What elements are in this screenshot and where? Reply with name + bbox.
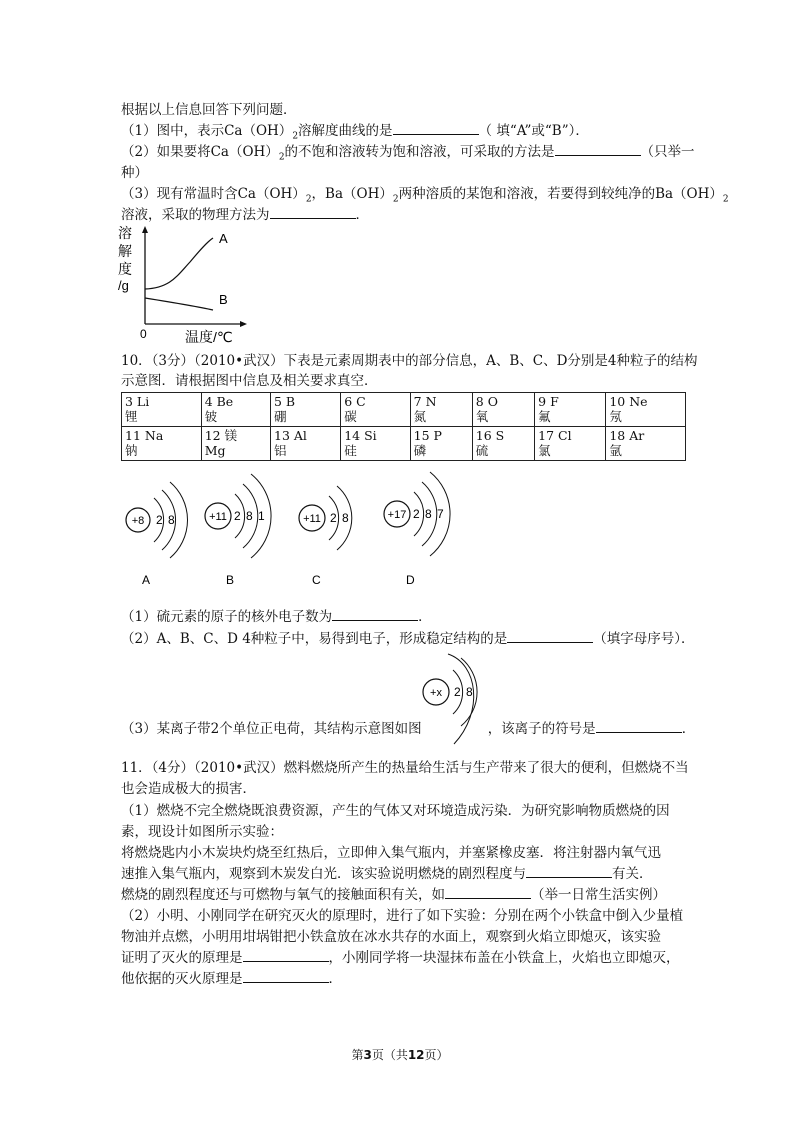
diagram-label: A [142, 573, 151, 587]
answer-blank[interactable] [526, 865, 612, 878]
q11-line: 速推入集气瓶内，观察到木炭发白光．该实验说明燃烧的剧烈程度与 有关． [121, 866, 653, 882]
solubility-graph [115, 224, 255, 344]
table-row [122, 427, 686, 461]
q11-line: （1）燃烧不完全燃烧既浪费资源，产生的气体又对环境造成污染．为研究影响物质燃烧的因 [121, 803, 670, 819]
element-cell: 7 N 氮 [410, 393, 472, 427]
curve-a-label: A [219, 231, 228, 246]
q11-line: 证明了灭火的原理是 ，小刚同学将一块湿抹布盖在小铁盒上，火焰也立即熄灭， [121, 950, 680, 966]
curve-a [145, 238, 213, 289]
q9-part1: （1）图中，表示$Ca(OH)_2$溶解度曲线的是 （ 填“A”或“B”）． [121, 123, 589, 142]
curve-b [145, 298, 213, 310]
q10-header-cont: 示意图．请根据图中信息及相关要求真空． [121, 373, 378, 389]
atomic-diagrams [110, 460, 480, 590]
nucleus-charge: +11 [209, 511, 227, 523]
q10-part3: （3）某离子带2个单位正电荷，其结构示意图如图 ，该离子的符号是 ． [121, 721, 696, 737]
element-cell: 16 S 硫 [472, 427, 534, 461]
q11-line: 燃烧的剧烈程度还与可燃物与氧气的接触面积有关，如 （举一日常生活实例） [121, 887, 666, 903]
q11-line: （2）小明、小刚同学在研究灭火的原理时，进行了如下实验：分别在两个小铁盒中倒入少量植 [121, 908, 684, 924]
periodic-table [121, 392, 686, 461]
q9-part2-cont: 种） [121, 165, 148, 181]
element-cell: 17 Cl 氯 [535, 427, 606, 461]
page-number: 3 [363, 1048, 372, 1062]
element-cell: 10 Ne 氖 [606, 393, 686, 427]
table-row [122, 393, 686, 427]
q10-part1: （1）硫元素的原子的核外电子数为 ． [121, 609, 432, 625]
nucleus-charge: +x [430, 687, 442, 699]
diagram-b [205, 474, 271, 587]
shell-electrons: 2 8 [454, 685, 474, 699]
element-cell: 15 P 磷 [410, 427, 472, 461]
origin-label: 0 [140, 327, 147, 341]
q11-line: 11．（4分）（2010•武汉）燃料燃烧所产生的热量给生活与生产带来了很大的便利，但燃烧不当 [121, 760, 689, 776]
element-cell: 3 Li 锂 [122, 393, 202, 427]
diagram-label: D [406, 573, 415, 587]
shell-electrons: 2 8 [156, 513, 176, 527]
answer-blank[interactable] [332, 608, 418, 621]
nucleus-charge: +8 [131, 515, 145, 527]
y-axis-arrow [142, 226, 148, 233]
page-total: 12 [407, 1048, 425, 1062]
shell-electrons: 2 8 [330, 511, 350, 525]
diagram-d [384, 472, 450, 587]
q9-part3-cont: 溶液，采取的物理方法为 ． [121, 207, 369, 223]
answer-blank[interactable] [243, 949, 329, 962]
element-cell: 9 F 氟 [535, 393, 606, 427]
q9-part3: （3）现有常温时含$Ca(OH)_2$，$Ba(OH)_2$两种溶质的某饱和溶液，若要得到较纯净的$Ba(OH)_2$ [121, 186, 729, 205]
nucleus-charge: +11 [303, 513, 321, 525]
diagram-label: C [312, 573, 321, 587]
y-label-char: 溶 [118, 225, 132, 241]
q11-line: 物油并点燃，小明用坩埚钳把小铁盒放在冰水共存的水面上，观察到火焰立即熄灭，该实验 [121, 929, 661, 945]
answer-blank[interactable] [555, 143, 641, 156]
answer-blank[interactable] [270, 206, 356, 219]
diagram-c [299, 486, 352, 587]
y-label-char: 度 [118, 261, 132, 277]
element-cell: 11 Na 钠 [122, 427, 202, 461]
answer-blank[interactable] [393, 122, 479, 135]
element-cell: 6 C 碳 [341, 393, 410, 427]
y-label-char: 解 [118, 243, 132, 259]
diagram-label: B [226, 573, 235, 587]
shell-electrons: 2 8 1 [234, 509, 266, 523]
x-axis-label: 温度/℃ [185, 329, 233, 344]
q11-line: 素，现设计如图所示实验： [121, 824, 283, 840]
x-axis-arrow [240, 321, 247, 327]
q10-part2: （2）A、B、C、D 4种粒子中，易得到电子，形成稳定结构的是 （填字母序号）． [121, 631, 695, 647]
answer-blank[interactable] [507, 630, 593, 643]
shell-electrons: 2 8 7 [413, 507, 445, 521]
q10-header: 10．（3分）（2010•武汉）下表是元素周期表中的部分信息，A、B、C、D分别是4种粒子的结构 [121, 353, 698, 369]
answer-blank[interactable] [596, 720, 682, 733]
page-footer: 第3页（共12页） [351, 1048, 449, 1062]
curve-b-label: B [219, 292, 228, 307]
q11-line: 他依据的灭火原理是 ． [121, 971, 342, 987]
element-cell: 13 Al 铝 [271, 427, 341, 461]
intro-text: 根据以上信息回答下列问题． [121, 102, 297, 118]
nucleus-charge: +17 [387, 509, 407, 521]
element-cell: 14 Si 硅 [341, 427, 410, 461]
answer-blank[interactable] [445, 886, 531, 899]
element-cell: 4 Be 铍 [201, 393, 270, 427]
q11-line: 将燃烧匙内小木炭块灼烧至红热后，立即伸入集气瓶内，并塞紧橡皮塞．将注射器内氧气迅 [121, 845, 661, 861]
element-cell: 8 O 氧 [472, 393, 534, 427]
element-cell: 12 镁 Mg [201, 427, 270, 461]
y-label-unit: /g [118, 278, 129, 293]
q11-line: 也会造成极大的损害． [121, 781, 256, 797]
element-cell: 18 Ar 氩 [606, 427, 686, 461]
element-cell: 5 B 硼 [271, 393, 341, 427]
diagram-a [126, 482, 188, 587]
answer-blank[interactable] [243, 970, 329, 983]
q9-part2: （2）如果要将$Ca(OH)_2$的不饱和溶液转为饱和溶液，可采取的方法是 （只举一 [121, 144, 695, 163]
